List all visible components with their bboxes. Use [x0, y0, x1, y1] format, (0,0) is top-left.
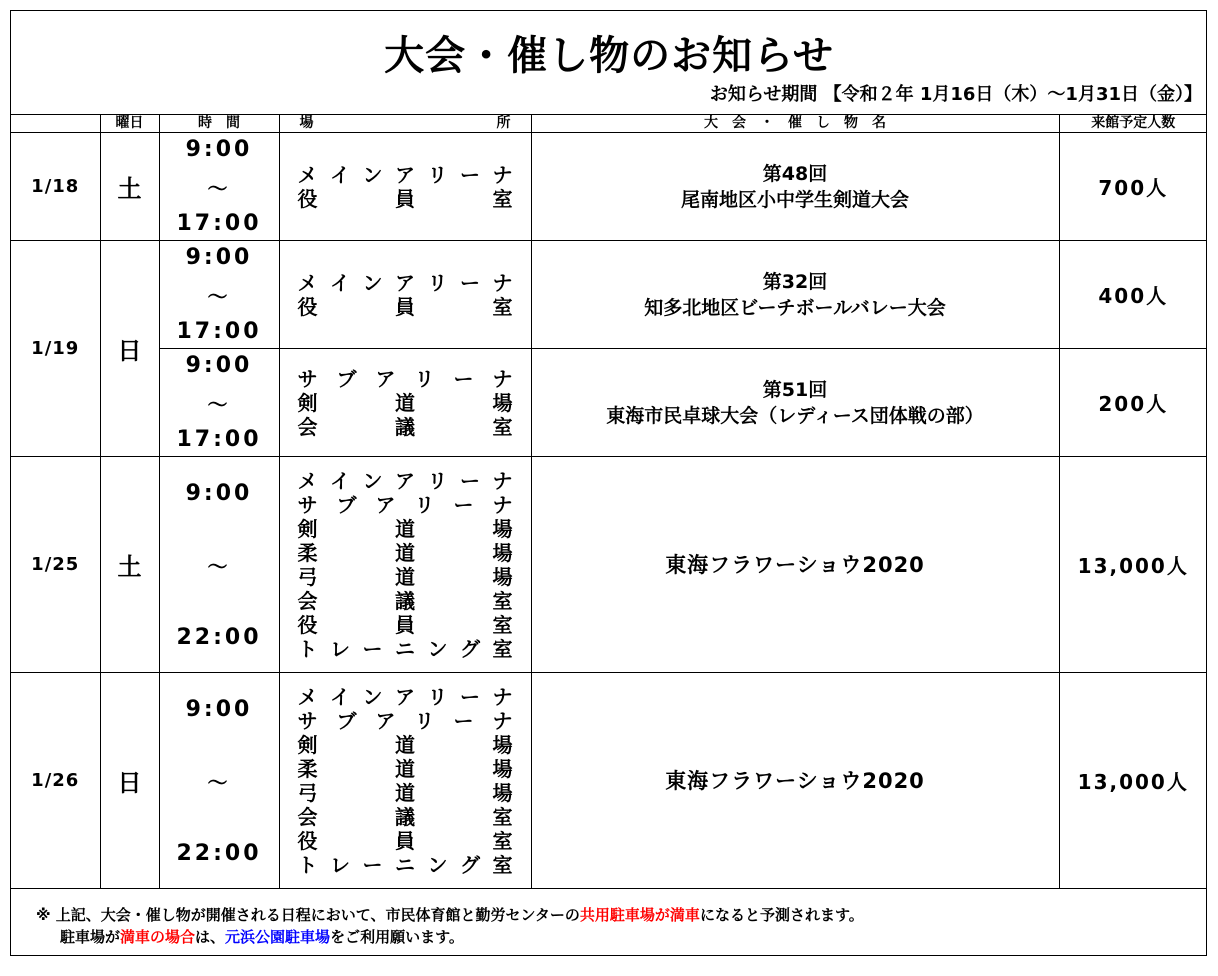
venue-char: ナ [492, 708, 513, 733]
venue-char: レ [330, 852, 350, 877]
venue-char: 役 [297, 828, 318, 853]
venue-char: ー [460, 270, 480, 295]
venue-char: 議 [395, 804, 415, 829]
venue-char: 道 [395, 564, 415, 589]
venue-char: グ [460, 636, 480, 661]
venue-char: ナ [492, 468, 513, 493]
venue-char: 道 [395, 756, 415, 781]
venue-char: 役 [297, 186, 318, 211]
venue-name [298, 187, 513, 211]
venue-char: 道 [395, 516, 415, 541]
venue-char: 剣 [297, 390, 318, 415]
venue-char: 議 [395, 414, 415, 439]
venue-char: リ [414, 492, 435, 517]
venue-char: ナ [492, 270, 513, 295]
event-venues [279, 241, 531, 349]
event-name-line2: 知多北地区ビーチボールバレー大会 [644, 296, 946, 319]
venue-char: メ [297, 684, 318, 709]
event-day: 土 [100, 457, 159, 673]
venue-char: サ [297, 708, 318, 733]
venue-char: ン [362, 162, 383, 187]
venue-char: 員 [395, 294, 415, 319]
event-date: 1/19 [11, 241, 100, 457]
event-time [159, 133, 279, 241]
venue-char: 場 [492, 756, 513, 781]
event-name-line1: 第48回 [762, 162, 828, 185]
venue-char: 室 [492, 294, 513, 319]
venue-char: レ [330, 636, 350, 661]
parking-notice-line2 [36, 926, 864, 948]
event-name [531, 241, 1059, 349]
venue-char: 剣 [297, 516, 318, 541]
venue-char: ア [375, 708, 396, 733]
expected-attendance: 13,000人 [1059, 673, 1207, 889]
time-separator: ～ [207, 284, 231, 308]
event-table [11, 114, 1207, 889]
expected-attendance: 200人 [1059, 349, 1207, 457]
venue-char: 柔 [297, 540, 318, 565]
venue-name [298, 565, 513, 589]
venue-char: 場 [492, 540, 513, 565]
event-date: 1/25 [11, 457, 100, 673]
event-name-line1: 東海フラワーショウ2020 [665, 552, 925, 577]
venue-char: ー [460, 162, 480, 187]
venue-char: ン [427, 852, 448, 877]
event-name [531, 133, 1059, 241]
venue-char: ナ [492, 366, 513, 391]
expected-attendance: 400人 [1059, 241, 1207, 349]
event-name [531, 673, 1059, 889]
venue-char: 場 [492, 516, 513, 541]
venue-char: ン [362, 468, 383, 493]
notice-text: は、 [195, 928, 226, 946]
venue-char: メ [297, 270, 318, 295]
venue-char: イ [330, 270, 350, 295]
venue-char: グ [460, 852, 480, 877]
venue-char: ー [362, 636, 383, 661]
venue-name [298, 469, 513, 493]
venue-char: ナ [492, 684, 513, 709]
venue-name [298, 541, 513, 565]
venue-char: 室 [492, 588, 513, 613]
venue-char: 室 [492, 414, 513, 439]
expected-attendance: 700人 [1059, 133, 1207, 241]
venue-name [298, 757, 513, 781]
venue-char: ー [453, 366, 474, 391]
venue-char: イ [330, 684, 350, 709]
venue-char: 員 [395, 186, 415, 211]
venue-name [298, 685, 513, 709]
notice-highlight-red: 満車の場合 [120, 928, 196, 946]
venue-name [298, 517, 513, 541]
table-row [11, 241, 1207, 349]
time-separator: ～ [207, 770, 231, 794]
notice-text: 駐車場が [60, 928, 121, 946]
event-name-line2: 東海市民卓球大会（レディース団体戦の部） [606, 404, 984, 427]
venue-char: 員 [395, 612, 415, 637]
notice-text: をご利用願います。 [330, 928, 464, 946]
notice-period: お知らせ期間 【令和２年 1月16日（木）～1月31日（金）】 [709, 84, 1202, 105]
venue-char: 場 [492, 780, 513, 805]
venue-char: 道 [395, 540, 415, 565]
venue-char: 道 [395, 780, 415, 805]
venue-char: メ [297, 468, 318, 493]
venue-char: ナ [492, 492, 513, 517]
venue-name [298, 415, 513, 439]
venue-char: 道 [395, 732, 415, 757]
header-venue-right: 所 [496, 115, 511, 131]
venue-name [298, 493, 513, 517]
start-time: 9:00 [185, 137, 253, 162]
venue-char: 弓 [297, 780, 318, 805]
venue-char: リ [427, 684, 448, 709]
header-venue-left: 場 [299, 115, 314, 131]
venue-name [298, 781, 513, 805]
venue-name [298, 709, 513, 733]
venue-char: ア [375, 366, 396, 391]
venue-char: 会 [297, 414, 318, 439]
time-separator: ～ [207, 554, 231, 578]
venue-char: リ [427, 270, 448, 295]
event-time [159, 241, 279, 349]
venue-char: 道 [395, 390, 415, 415]
page-title: 大会・催し物のお知らせ [384, 33, 834, 79]
venue-char: ー [362, 852, 383, 877]
table-row [11, 349, 1207, 457]
venue-name [298, 637, 513, 661]
venue-name [298, 391, 513, 415]
venue-char: ア [395, 684, 415, 709]
venue-char: 室 [492, 612, 513, 637]
end-time: 22:00 [176, 625, 262, 650]
event-name [531, 457, 1059, 673]
parking-notice-line1 [36, 904, 864, 926]
venue-char: 役 [297, 294, 318, 319]
venue-name [298, 805, 513, 829]
start-time: 9:00 [185, 481, 253, 506]
venue-name [298, 733, 513, 757]
venue-char: サ [297, 492, 318, 517]
venue-char: ニ [395, 636, 415, 661]
end-time: 17:00 [176, 427, 262, 452]
venue-char: 場 [492, 564, 513, 589]
time-separator: ～ [207, 176, 231, 200]
venue-char: 室 [492, 636, 513, 661]
venue-char: 剣 [297, 732, 318, 757]
start-time: 9:00 [185, 353, 253, 378]
venue-char: 議 [395, 588, 415, 613]
event-time [159, 457, 279, 673]
expected-attendance: 13,000人 [1059, 457, 1207, 673]
venue-char: ー [460, 684, 480, 709]
venue-char: ニ [395, 852, 415, 877]
venue-char: リ [414, 366, 435, 391]
venue-char: ー [453, 492, 474, 517]
venue-char: リ [414, 708, 435, 733]
venue-char: ア [395, 270, 415, 295]
venue-char: 室 [492, 852, 513, 877]
header-capacity: 来館予定人数 [1059, 115, 1207, 133]
venue-char: 員 [395, 828, 415, 853]
venue-char: ト [297, 636, 318, 661]
notice-text: になると予測されます。 [699, 906, 864, 924]
event-time [159, 673, 279, 889]
venue-char: サ [297, 366, 318, 391]
venue-char: ー [453, 708, 474, 733]
venue-char: ナ [492, 162, 513, 187]
venue-char: ブ [336, 708, 357, 733]
event-venues [279, 133, 531, 241]
venue-char: 役 [297, 612, 318, 637]
venue-char: リ [427, 468, 448, 493]
parking-notice [36, 904, 864, 948]
venue-char: 会 [297, 804, 318, 829]
venue-char: イ [330, 468, 350, 493]
time-separator: ～ [207, 392, 231, 416]
venue-char: リ [427, 162, 448, 187]
venue-char: メ [297, 162, 318, 187]
venue-char: ブ [336, 492, 357, 517]
event-name-line1: 第51回 [762, 378, 828, 401]
venue-char: 室 [492, 804, 513, 829]
venue-name [298, 589, 513, 613]
end-time: 17:00 [176, 319, 262, 344]
end-time: 17:00 [176, 211, 262, 236]
venue-char: 場 [492, 732, 513, 757]
venue-char: ン [362, 684, 383, 709]
notice-text: ※ 上記、大会・催し物が開催される日程において、市民体育館と勤労センターの [36, 906, 580, 924]
venue-char: ー [460, 468, 480, 493]
event-venues [279, 673, 531, 889]
header-date [11, 115, 100, 133]
venue-char: ト [297, 852, 318, 877]
event-day: 土 [100, 133, 159, 241]
event-name-line2: 尾南地区小中学生剣道大会 [680, 188, 909, 211]
venue-char: 室 [492, 828, 513, 853]
event-name [531, 349, 1059, 457]
venue-char: ン [427, 636, 448, 661]
start-time: 9:00 [185, 697, 253, 722]
table-row [11, 673, 1207, 889]
event-date: 1/18 [11, 133, 100, 241]
header-time: 時 間 [159, 115, 279, 133]
event-venues [279, 457, 531, 673]
header-venue [279, 115, 531, 133]
notice-highlight-red: 共用駐車場が満車 [579, 906, 700, 924]
event-day: 日 [100, 241, 159, 457]
event-time [159, 349, 279, 457]
event-day: 日 [100, 673, 159, 889]
venue-char: ア [395, 468, 415, 493]
header-event: 大 会 ・ 催 し 物 名 [531, 115, 1059, 133]
event-venues [279, 349, 531, 457]
venue-char: 会 [297, 588, 318, 613]
table-row [11, 457, 1207, 673]
venue-char: ン [362, 270, 383, 295]
header-day: 曜日 [100, 115, 159, 133]
venue-char: ブ [336, 366, 357, 391]
venue-name [298, 613, 513, 637]
venue-name [298, 853, 513, 877]
venue-char: 場 [492, 390, 513, 415]
notice-highlight-blue: 元浜公園駐車場 [225, 928, 331, 946]
table-header-row [11, 115, 1207, 133]
end-time: 22:00 [176, 841, 262, 866]
event-name-line1: 東海フラワーショウ2020 [665, 768, 925, 793]
venue-char: ア [395, 162, 415, 187]
venue-char: 弓 [297, 564, 318, 589]
venue-name [298, 163, 513, 187]
venue-char: イ [330, 162, 350, 187]
venue-name [298, 367, 513, 391]
venue-name [298, 295, 513, 319]
venue-name [298, 271, 513, 295]
venue-char: 室 [492, 186, 513, 211]
event-name-line1: 第32回 [762, 270, 828, 293]
venue-name [298, 829, 513, 853]
venue-char: ア [375, 492, 396, 517]
event-date: 1/26 [11, 673, 100, 889]
start-time: 9:00 [185, 245, 253, 270]
table-row [11, 133, 1207, 241]
venue-char: 柔 [297, 756, 318, 781]
